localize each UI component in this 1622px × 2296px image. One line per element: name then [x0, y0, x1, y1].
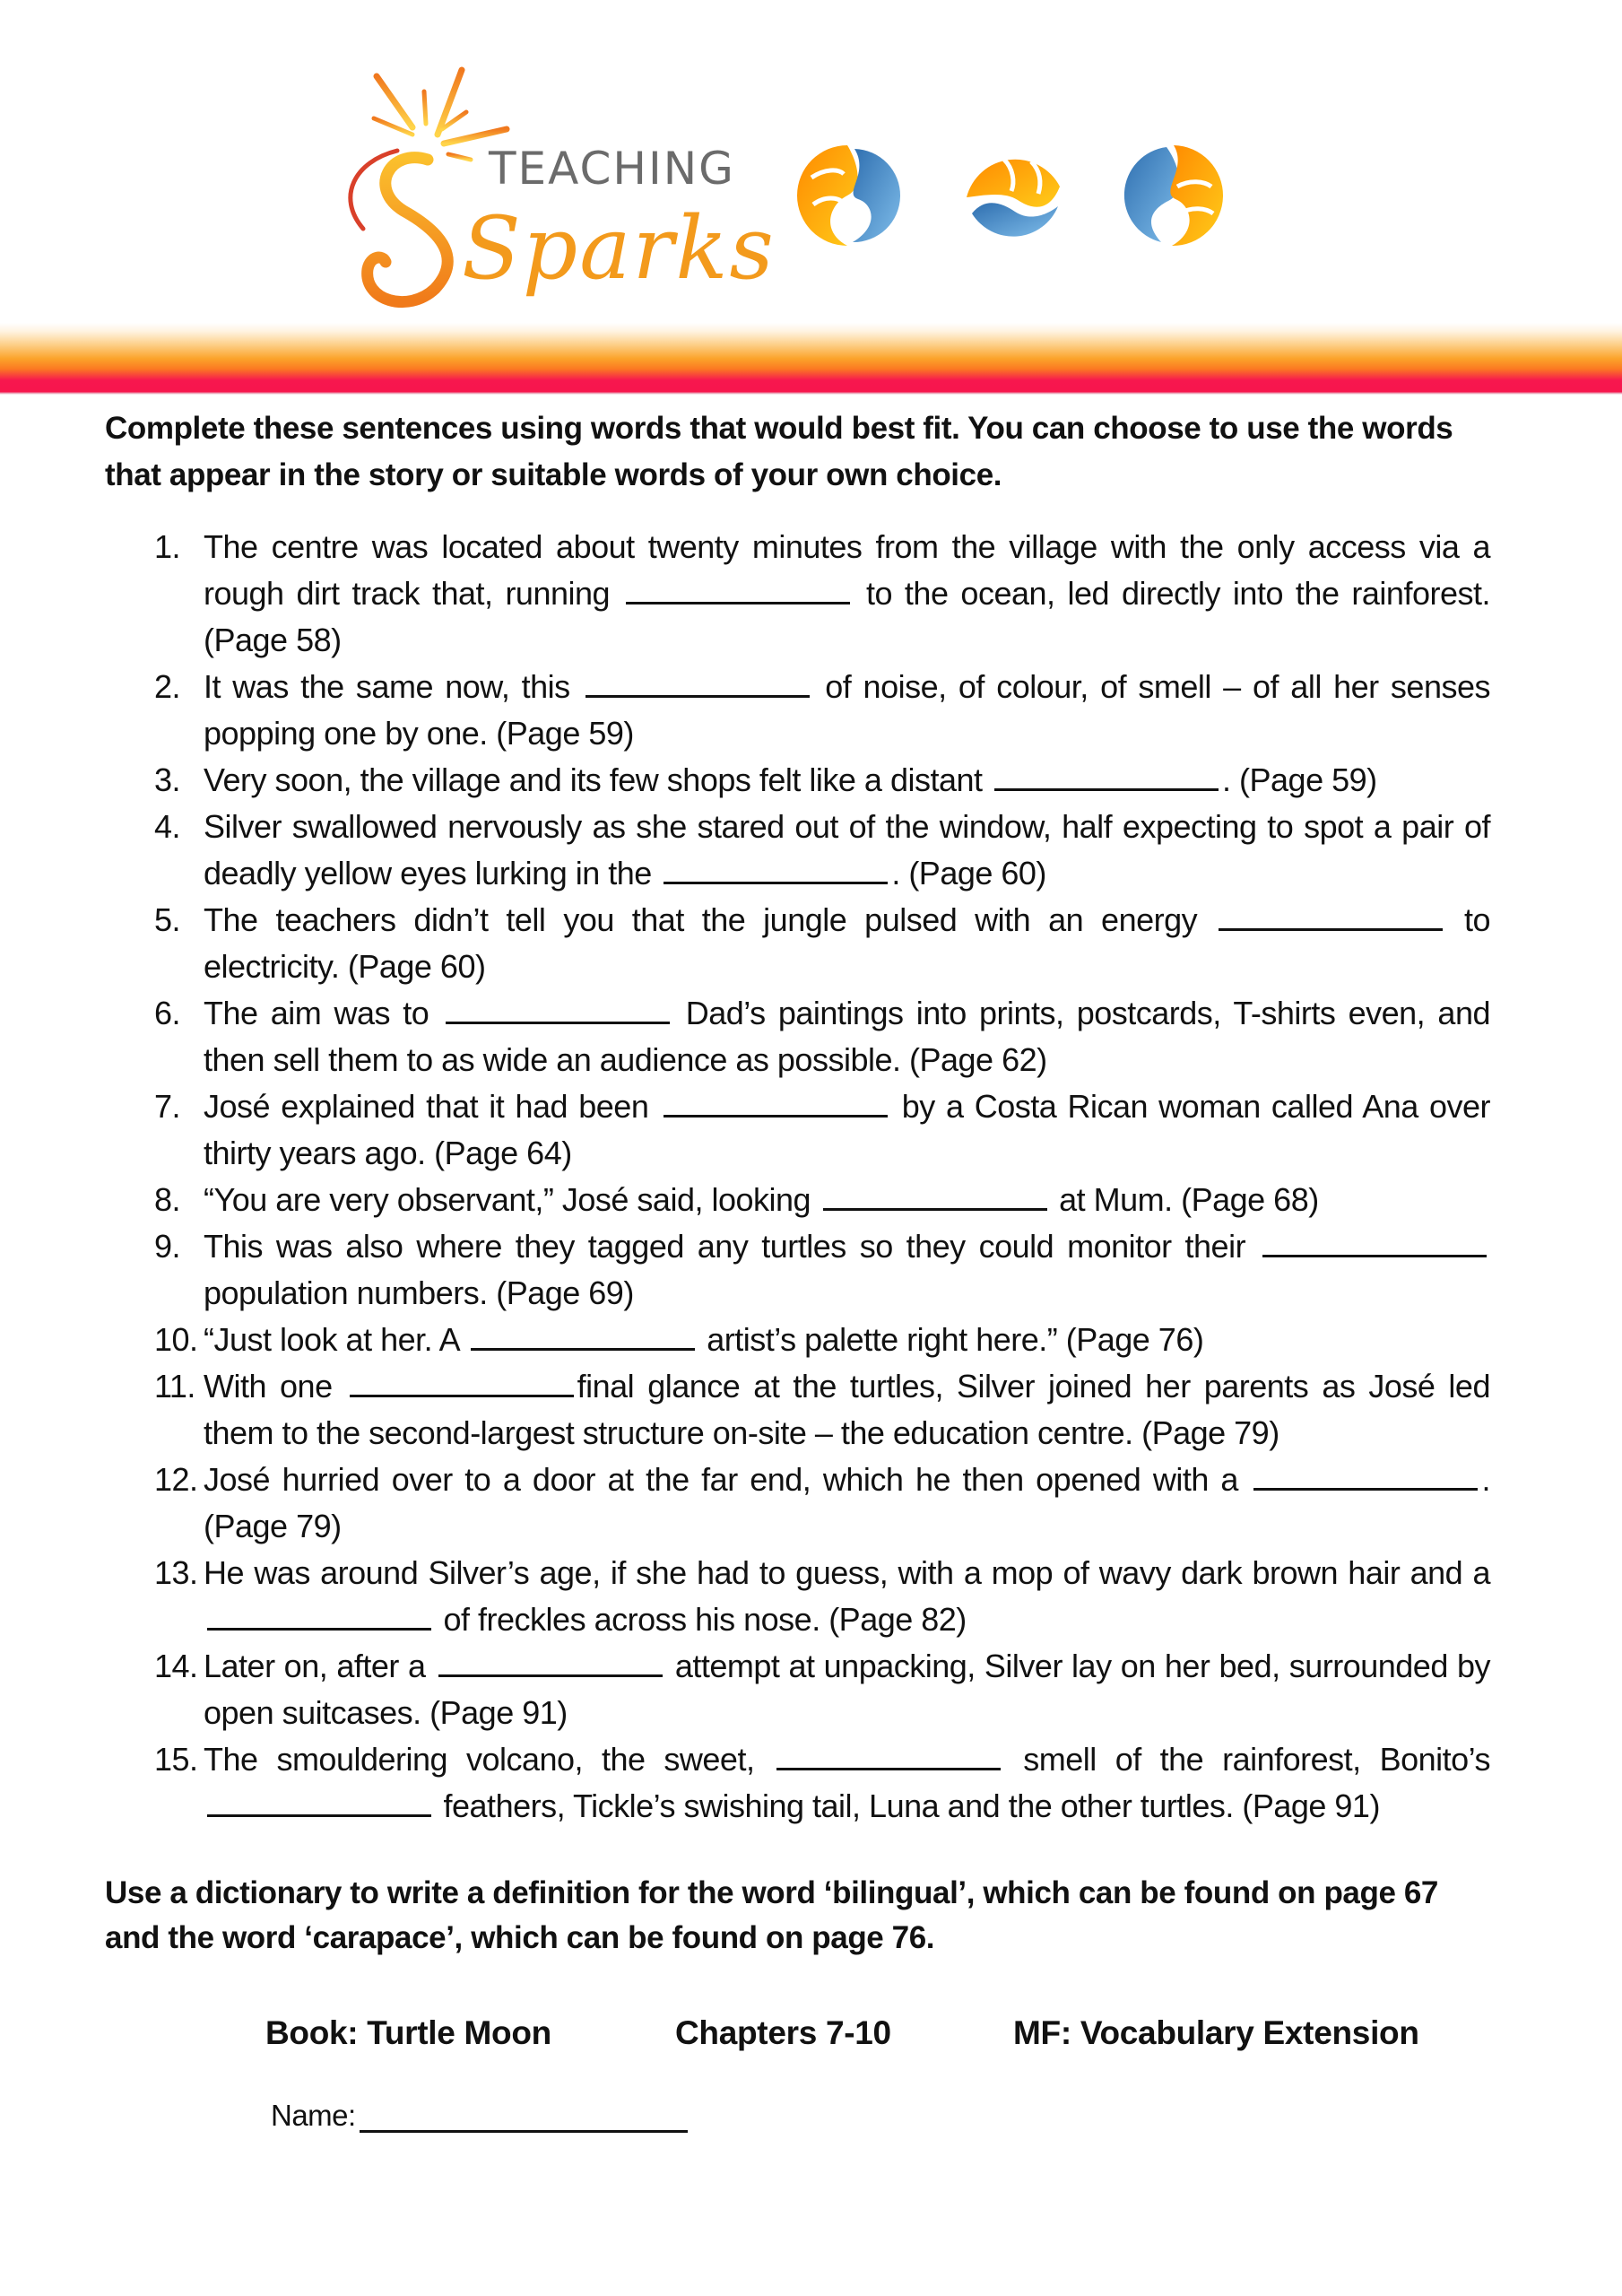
question-number: 2.: [154, 668, 181, 705]
question-text-middle: smell of the rainforest, Bonito’s: [1023, 1741, 1490, 1778]
fire-water-emblem-icon: [794, 142, 901, 249]
question-number: 10.: [154, 1321, 198, 1358]
answer-blank[interactable]: [664, 855, 888, 884]
question-number: 15.: [154, 1741, 198, 1778]
fire-water-emblem-icon: [1116, 142, 1224, 249]
question-number: 5.: [154, 901, 181, 938]
question-item: [154, 1736, 1490, 1830]
question-text-after: to the ocean, led directly into the rainforest. (Page 58): [204, 575, 1490, 658]
question-item: [154, 1363, 1490, 1457]
worksheet-body: [105, 405, 1490, 2133]
question-text-before: José hurried over to a door at the far end, which he then opened with a: [204, 1461, 1238, 1498]
question-number: 12.: [154, 1461, 198, 1498]
answer-blank[interactable]: [471, 1321, 695, 1351]
question-text-before: With one: [204, 1368, 333, 1405]
question-number: 13.: [154, 1554, 198, 1591]
question-text-after: . (Page 59): [1222, 761, 1377, 798]
question-item: [154, 990, 1490, 1083]
footer-info-row: [105, 2011, 1490, 2056]
question-text-before: Silver swallowed nervously as she stared out of the window, half expecting to spot a pair of deadly yellow eyes lurking in the: [204, 808, 1490, 891]
question-item: [154, 1177, 1490, 1223]
question-number: 11.: [154, 1368, 195, 1405]
question-item: [154, 1223, 1490, 1317]
question-text-before: The centre was located about twenty minutes from the village with the only access via a rough dirt track that, running: [204, 528, 1490, 612]
answer-blank[interactable]: [664, 1088, 888, 1118]
question-item: [154, 757, 1490, 804]
answer-blank[interactable]: [776, 1741, 1001, 1770]
question-number: 7.: [154, 1088, 181, 1125]
question-text-before: Later on, after a: [204, 1648, 426, 1684]
question-text-before: The smouldering volcano, the sweet,: [204, 1741, 755, 1778]
question-item: [154, 1083, 1490, 1177]
question-item: [154, 1457, 1490, 1550]
question-number: 6.: [154, 995, 181, 1031]
answer-blank[interactable]: [626, 575, 850, 604]
logo-text-sparks: Sparks: [462, 198, 776, 299]
question-text-before: It was the same now, this: [204, 668, 570, 705]
question-text-after: . (Page 60): [891, 855, 1046, 891]
question-item: [154, 804, 1490, 897]
logo-text-teaching: TEACHING: [489, 143, 735, 195]
question-text-after: of noise, of colour, of smell – of all her senses popping one by one. (Page 59): [204, 668, 1490, 752]
footer-chapters: Chapters 7-10: [675, 2014, 891, 2051]
name-label: Name:: [271, 2099, 356, 2132]
question-item: [154, 1317, 1490, 1363]
question-text-after: Dad’s paintings into prints, postcards, T-shirts even, and then sell them to as wide an audience as possible. (Page 62): [204, 995, 1490, 1078]
page-header: [0, 0, 1622, 395]
question-text-after: of freckles across his nose. (Page 82): [443, 1601, 967, 1638]
footer-book-title: Book: Turtle Moon: [265, 2014, 551, 2051]
answer-blank[interactable]: [350, 1368, 574, 1397]
answer-blank[interactable]: [585, 668, 810, 698]
answer-blank[interactable]: [438, 1648, 663, 1677]
answer-blank[interactable]: [994, 761, 1219, 791]
question-text-after: . (Page 79): [204, 1461, 1490, 1544]
name-field: [271, 2099, 1490, 2133]
question-text-after: to electricity. (Page 60): [204, 901, 1490, 985]
question-text-after: population numbers. (Page 69): [204, 1274, 634, 1311]
question-text-after: by a Costa Rican woman called Ana over thirty years ago. (Page 64): [204, 1088, 1490, 1171]
answer-blank[interactable]: [207, 1601, 431, 1631]
answer-blank[interactable]: [1219, 901, 1443, 931]
instructions-text: Complete these sentences using words that would best fit. You can choose to use the words that appear in the story or suitable words of your own choice.: [105, 411, 1453, 492]
header-gradient-band: [0, 323, 1622, 395]
answer-blank[interactable]: [1262, 1228, 1487, 1257]
question-text-after: at Mum. (Page 68): [1059, 1181, 1319, 1218]
question-item: [154, 1550, 1490, 1643]
answer-blank[interactable]: [207, 1787, 431, 1817]
question-item: [154, 1643, 1490, 1736]
question-item: [154, 664, 1490, 757]
question-text-after: artist’s palette right here.” (Page 76): [707, 1321, 1204, 1358]
question-number: 1.: [154, 528, 181, 565]
footer-worksheet-type: MF: Vocabulary Extension: [1013, 2014, 1419, 2051]
name-input-line[interactable]: [360, 2100, 688, 2133]
question-number: 9.: [154, 1228, 181, 1265]
answer-blank[interactable]: [823, 1181, 1047, 1211]
question-number: 3.: [154, 761, 181, 798]
answer-blank[interactable]: [1253, 1461, 1478, 1491]
question-text-after: attempt at unpacking, Silver lay on her bed, surrounded by open suitcases. (Page 91): [204, 1648, 1490, 1731]
question-item: [154, 897, 1490, 990]
question-text-before: José explained that it had been: [204, 1088, 649, 1125]
question-text-before: “Just look at her. A: [204, 1321, 459, 1358]
question-text-after: feathers, Tickle’s swishing tail, Luna and the other turtles. (Page 91): [443, 1787, 1380, 1824]
question-item: [154, 524, 1490, 664]
question-list: [154, 524, 1490, 1830]
question-text-before: The teachers didn’t tell you that the jungle pulsed with an energy: [204, 901, 1198, 938]
logo-wordmark: [462, 142, 776, 298]
question-text-before: He was around Silver’s age, if she had to guess, with a mop of wavy dark brown hair and a: [204, 1554, 1490, 1591]
question-text-before: Very soon, the village and its few shops felt like a distant: [204, 761, 983, 798]
question-text-before: “You are very observant,” José said, looking: [204, 1181, 811, 1218]
teaching-sparks-logo: [318, 54, 776, 323]
answer-blank[interactable]: [446, 995, 670, 1024]
fire-water-emblem-icon: [959, 142, 1067, 249]
question-number: 4.: [154, 808, 181, 845]
question-number: 14.: [154, 1648, 198, 1684]
question-number: 8.: [154, 1181, 181, 1218]
question-text-before: The aim was to: [204, 995, 429, 1031]
question-text-before: This was also where they tagged any turtles so they could monitor their: [204, 1228, 1246, 1265]
definition-task-text: Use a dictionary to write a definition for the word ‘bilingual’, which can be found on page 67 and the word ‘carapace’, which can be found on page 76.: [105, 1875, 1438, 1955]
question-text-after: final glance at the turtles, Silver joined her parents as José led them to the second-largest structure on-site – the education centre. (Page 79): [204, 1368, 1490, 1451]
